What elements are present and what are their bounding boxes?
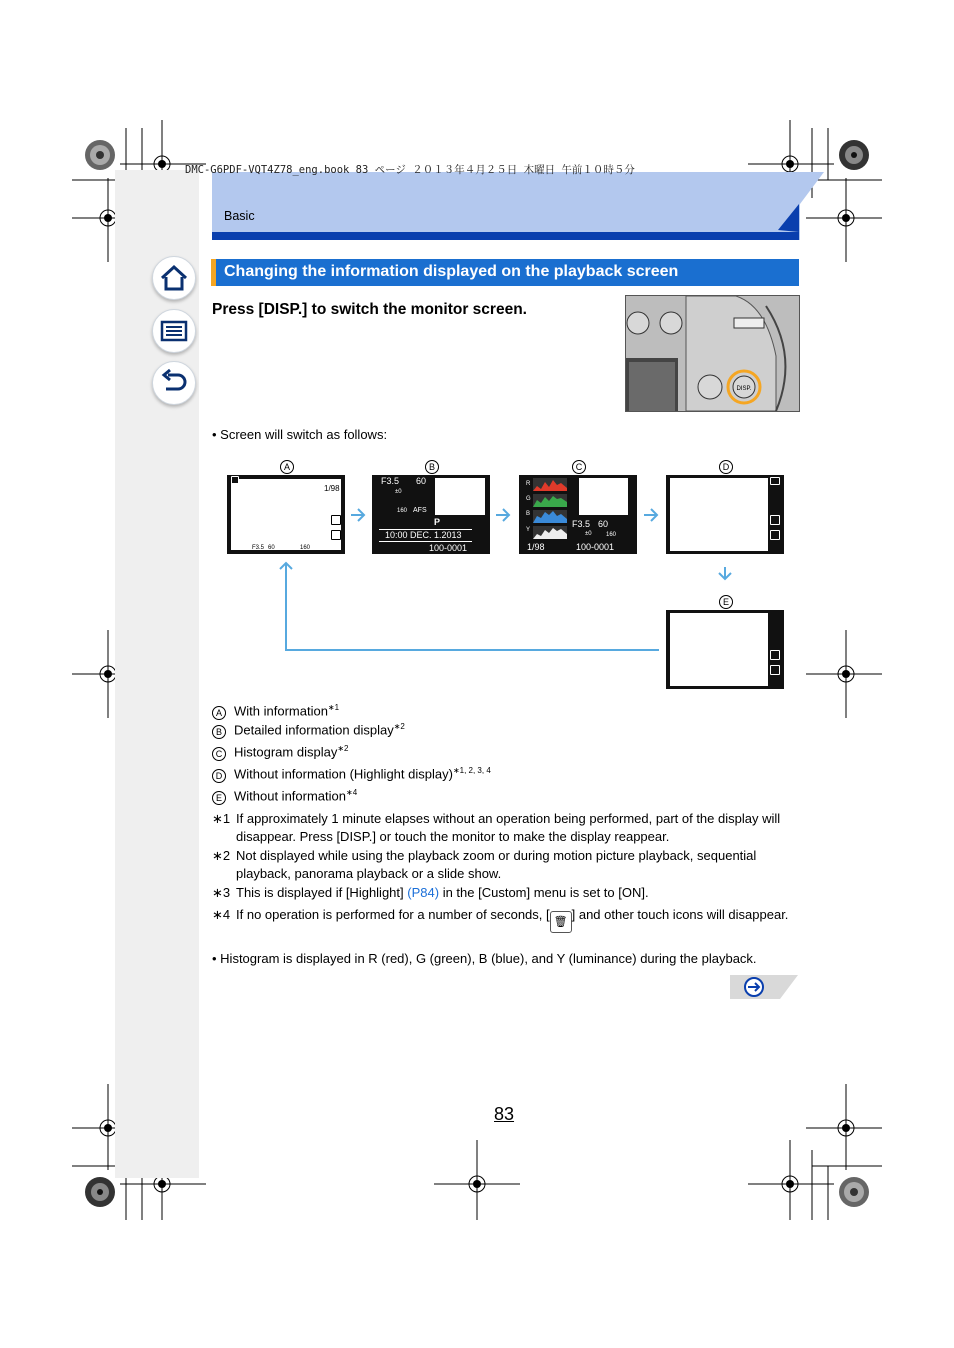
screen-a-marker: A (280, 456, 302, 474)
disp-button-label: DISP. (736, 386, 752, 392)
screen-b-marker: B (425, 456, 447, 474)
screen-a: 1/98 F3.5 60 160 (227, 475, 345, 554)
footnote-2: ∗2 Not displayed while using the playback zoom or during motion picture playback, sequential playback, panorama playback or a slide show. (212, 848, 757, 881)
section-label: Basic (224, 209, 255, 223)
trash-icon: 🗑 (550, 911, 572, 933)
legend-d: D Without information (Highlight display)$^{∗1, 2, 3, 4}$ (212, 766, 491, 783)
print-line: DMC-G6PDF-VQT4Z78_eng.book 83 ページ ２０１３年４月２５日 木曜日 午前１０時５分 (185, 164, 635, 176)
legend-a: A With information$^{∗1}$ (212, 703, 339, 720)
instruction-text: Press [DISP.] to switch the monitor screen. (212, 301, 527, 318)
footnote-1: ∗1 If approximately 1 minute elapses without an operation being performed, part of the display will disappear. Press [DISP.] or touch the monitor to make the display reappear. (212, 811, 781, 844)
p84-link[interactable]: (P84) (407, 885, 440, 900)
screen-c-marker: C (572, 456, 594, 474)
screen-e-marker: E (719, 591, 741, 609)
footnote-4: ∗4 If no operation is performed for a number of seconds, [ 🗑 ] and other touch icons will disappear. (212, 906, 802, 933)
screen-d-marker: D (719, 456, 741, 474)
legend-b: B Detailed information display$^{∗2}$ (212, 722, 405, 739)
screen-b: F3.5 60 ±0 160 AFS P 10:00 DEC. 1.2013 100-0001 (372, 475, 490, 554)
legend-c: C Histogram display$^{∗2}$ (212, 744, 348, 761)
histogram-note: • Histogram is displayed in R (red), G (green), B (blue), and Y (luminance) during the playback. (212, 951, 757, 966)
heading-title: Changing the information displayed on the playback screen (224, 263, 679, 280)
switch-note: • Screen will switch as follows: (212, 427, 388, 442)
page-number: 83 (494, 1104, 515, 1124)
footnote-3: ∗3 This is displayed if [Highlight] (P84) in the [Custom] menu is set to [ON]. (212, 885, 649, 900)
screen-c: R G B Y F3.5 60 ±0 160 1/98 100-0001 (519, 475, 637, 554)
legend-e: E Without information$^{∗4}$ (212, 788, 357, 805)
next-page-button[interactable] (730, 975, 798, 999)
